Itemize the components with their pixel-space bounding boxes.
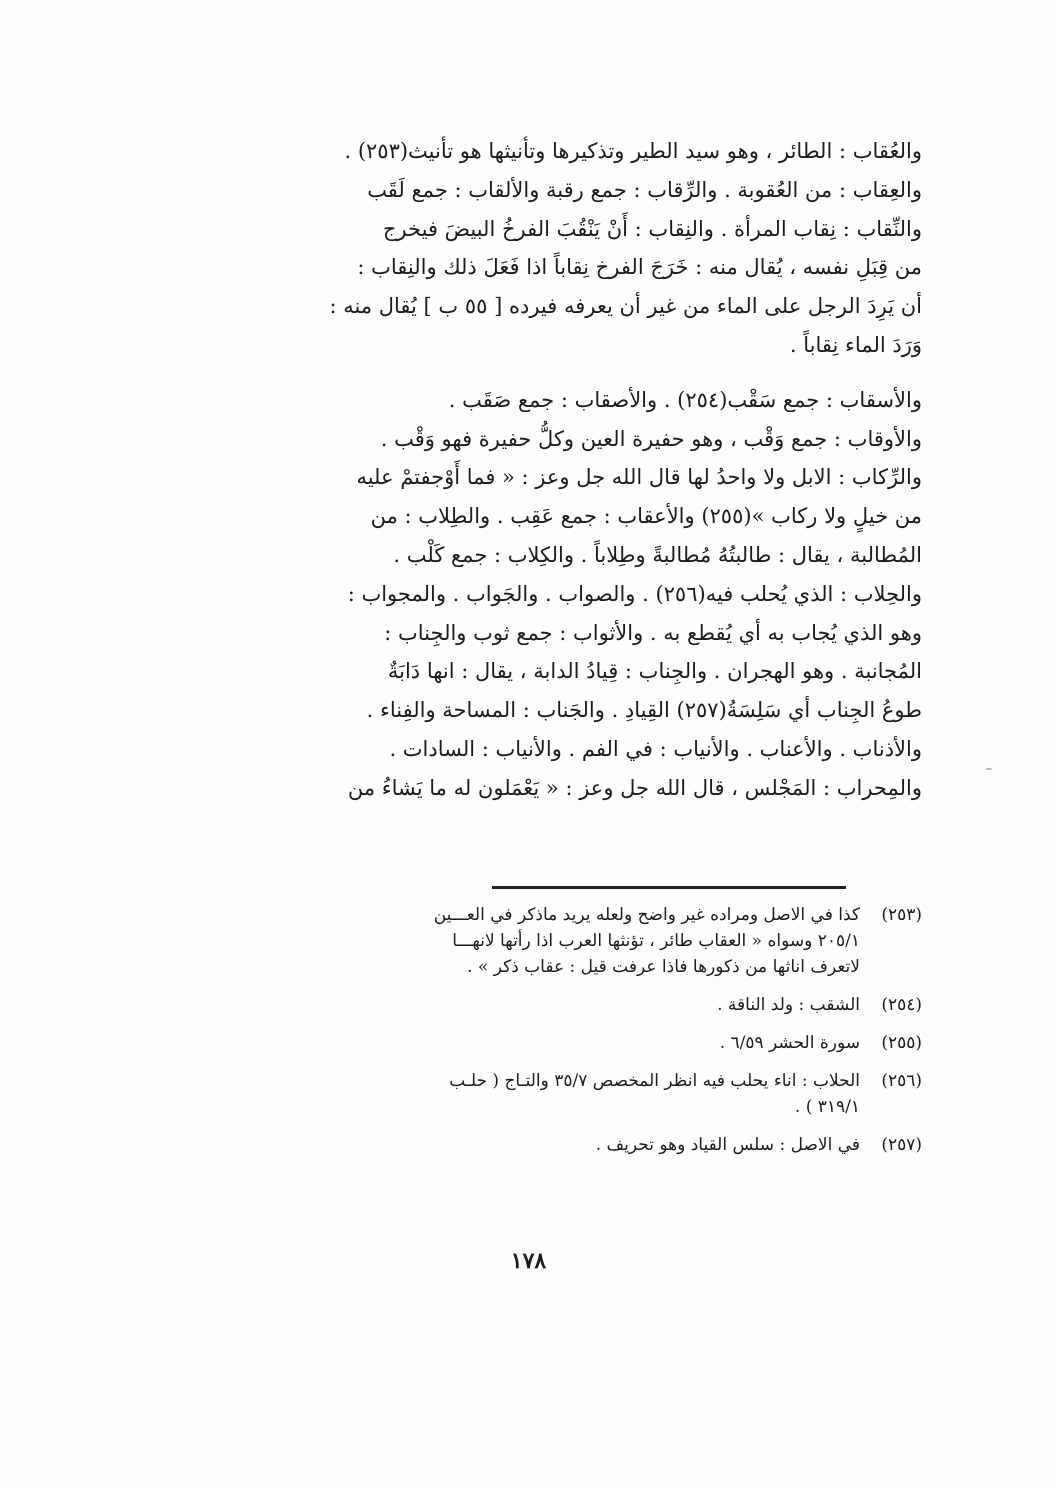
text-line: والمِحراب : المَجْلس ، قال الله جل وعز : « يَعْمَلون له ما يَشاءُ من [347, 775, 922, 800]
paragraph [196, 381, 922, 808]
text-line: المُجانبة . وهو الهجران . والجِناب : قِيادُ الدابة ، يقال : انها دَابَةٌ [387, 659, 922, 684]
text-line: والأذناب . والأعناب . والأنياب : في الفم . والأنياب : السادات . [389, 736, 922, 761]
footnotes [196, 902, 922, 1170]
footnote-number: (٢٥٧) [881, 1135, 922, 1155]
text-line: والأسقاب : جمع سَقْب(٢٥٤) . والأصقاب : جمع صَقَب . [448, 387, 922, 412]
footnote-line: ٣١٩/١ ) . [794, 1097, 860, 1117]
footnote-text [196, 1132, 860, 1158]
text-line: وهو الذي يُجاب به أي يُقطع به . والأثواب : جمع ثوب والجِناب : [384, 620, 922, 645]
footnote-number: (٢٥٣) [881, 905, 922, 925]
footnote-line: ٢٠٥/١ وسواه « العقاب طائر ، تؤنثها العرب اذا رأتها لانهـــا [452, 931, 860, 951]
page-number: ١٧٨ [510, 1248, 547, 1274]
paragraph-gap [196, 365, 922, 381]
text-line: أن يَرِدَ الرجل على الماء من غير أن يعرفه فيرده [ ٥٥ ب ] يُقال منه : [329, 294, 922, 319]
main-text [196, 132, 922, 808]
footnote-number: (٢٥٤) [881, 995, 922, 1015]
text-line: والعُقاب : الطائر ، وهو سيد الطير وتذكيرها وتأنيثها هو تأنيث(٢٥٣) . [344, 139, 922, 163]
footnote-separator [492, 886, 846, 889]
text-line: والعِقاب : من العُقوبة . والرِّقاب : جمع رقبة والألقاب : جمع لَقَب [367, 177, 922, 202]
footnote-line: كذا في الاصل ومراده غير واضح ولعله يريد ماذكر في العـــين [433, 905, 860, 925]
text-line: وَرَدَ الماء نِقاباً . [789, 332, 922, 357]
footnote-line: الحلاب : اناء يحلب فيه انظر المخصص ٣٥/٧ والتـاج ( حلـب [449, 1071, 860, 1091]
text-line: المُطالبة ، يقال : طالبتُهُ مُطالبةً وطِلاباً . والكِلاب : جمع كَلْب . [393, 542, 922, 567]
footnote [196, 1030, 922, 1056]
text-line: والرِّكاب : الابل ولا واحدُ لها قال الله جل وعز : « فما أَوْجفتمْ عليه [356, 465, 922, 490]
footnote-number: (٢٥٦) [881, 1071, 922, 1091]
footnote-line: الشقب : ولد الناقة . [717, 995, 860, 1015]
paragraph [196, 132, 922, 365]
footnote-line: لاتعرف اناثها من ذكورها فاذا عرفت قيل : عقاب ذكر » . [467, 957, 860, 977]
footnote-text [196, 902, 860, 980]
text-line: والحِلاب : الذي يُحلب فيه(٢٥٦) . والصواب . والجَواب . والمجواب : [347, 581, 922, 606]
footnote [196, 902, 922, 980]
footnote-text [196, 992, 860, 1018]
footnote-line: سورة الحشر ٦/٥٩ . [719, 1033, 860, 1053]
footnote [196, 992, 922, 1018]
footnote-text [196, 1068, 860, 1120]
footnote [196, 1132, 922, 1158]
footnote-line: في الاصل : سلس القياد وهو تحريف . [595, 1135, 860, 1155]
footnote-number: (٢٥٥) [881, 1033, 922, 1053]
text-line: من خيلٍ ولا ركاب »(٢٥٥) والأعقاب : جمع عَقِب . والطِلاب : من [370, 504, 922, 529]
text-line: والنِّقاب : نِقاب المرأة . والنِقاب : أَنْ يَنْقُبَ الفرخُ البيضَ فيخرج [382, 216, 922, 241]
footnote-text [196, 1030, 860, 1056]
text-line: من قِبَلِ نفسه ، يُقال منه : خَرَجَ الفرخ نِقاباً اذا فَعَلَ ذلك والنِقاب : [357, 255, 922, 280]
footnote [196, 1068, 922, 1120]
text-line: والأوقاب : جمع وَقْب ، وهو حفيرة العين وكلُّ حفيرة فهو وَقْب . [380, 426, 922, 451]
text-line: طوعُ الجِناب أي سَلِسَةُ(٢٥٧) القِيادِ . والجَناب : المساحة والفِناء . [366, 698, 922, 723]
scan-speck [986, 768, 992, 770]
